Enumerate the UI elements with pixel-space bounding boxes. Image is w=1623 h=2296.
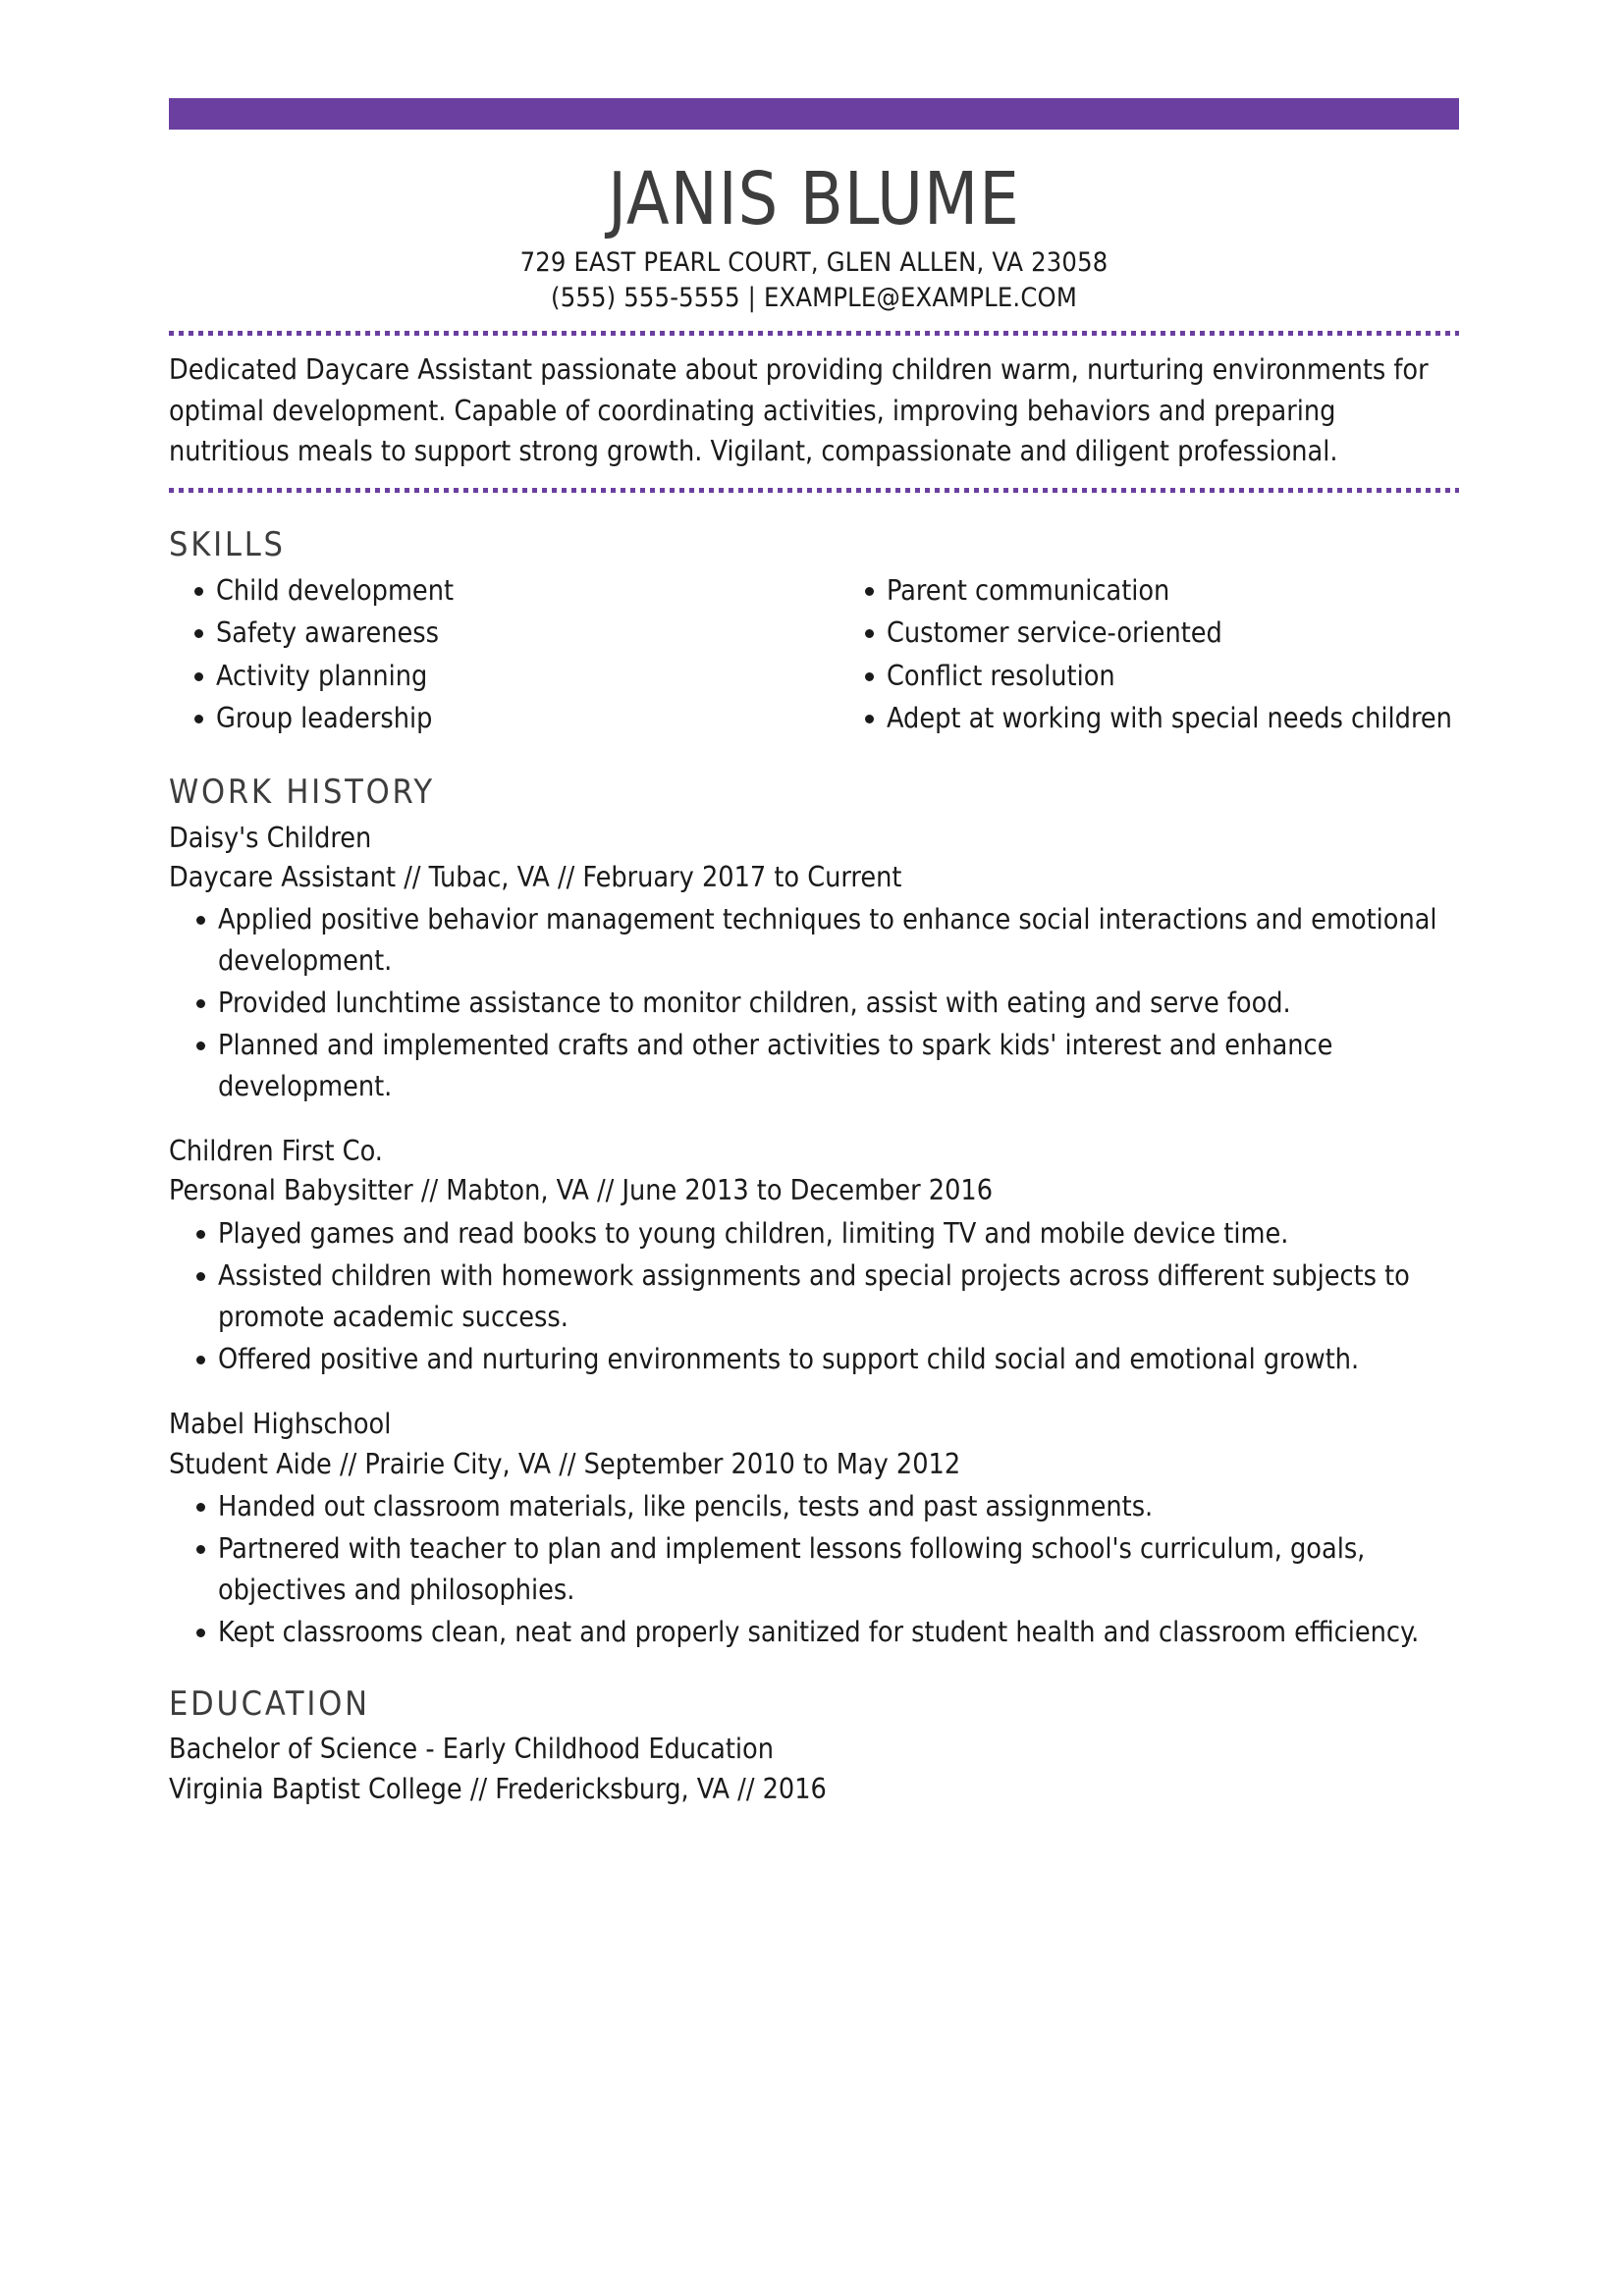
list-item: Customer service-oriented (839, 613, 1459, 653)
candidate-name: JANIS BLUME (608, 157, 1020, 241)
education-degree: Bachelor of Science - Early Childhood Education (169, 1733, 774, 1766)
candidate-address: 729 EAST PEARL COURT, GLEN ALLEN, VA 23058 (519, 247, 1109, 278)
work-history-heading: WORK HISTORY (169, 773, 435, 813)
list-item: Played games and read books to young children, limiting TV and mobile device time. (169, 1213, 1459, 1254)
skills-section (169, 526, 1459, 740)
list-item: Planned and implemented crafts and other activities to spark kids' interest and enhance development. (169, 1025, 1459, 1106)
work-history-section (169, 774, 1459, 1652)
divider-bottom (169, 488, 1459, 493)
list-item: Parent communication (839, 570, 1459, 611)
list-item: Handed out classroom materials, like pencils, tests and past assignments. (169, 1486, 1459, 1526)
list-item: Provided lunchtime assistance to monitor children, assist with eating and serve food. (169, 983, 1459, 1023)
list-item: Adept at working with special needs children (839, 698, 1459, 738)
job-entry (169, 819, 1459, 1107)
professional-summary: Dedicated Daycare Assistant passionate about providing children warm, nurturing environments for optimal development. Capable of coordinating activities, improving behaviors and preparing nutritious meals to support strong growth. Vigilant, compassionate and diligent professional. (169, 353, 1429, 468)
job-bullets (169, 1486, 1459, 1652)
job-title-location-dates: Student Aide // Prairie City, VA // September 2010 to May 2012 (169, 1447, 961, 1480)
education-section (169, 1685, 1459, 1809)
list-item: Activity planning (169, 656, 814, 696)
candidate-contact: (555) 555-5555 | EXAMPLE@EXAMPLE.COM (551, 282, 1077, 313)
list-item: Child development (169, 570, 814, 611)
list-item: Assisted children with homework assignments and special projects across different subjects to promote academic success. (169, 1255, 1459, 1337)
list-item: Applied positive behavior management techniques to enhance social interactions and emotional development. (169, 899, 1459, 981)
list-item: Offered positive and nurturing environments to support child social and emotional growth. (169, 1339, 1459, 1379)
list-item: Conflict resolution (839, 656, 1459, 696)
job-entry (169, 1132, 1459, 1379)
resume-content (169, 145, 1459, 1809)
education-school-location-year: Virginia Baptist College // Fredericksburg, VA // 2016 (169, 1772, 827, 1805)
job-entry (169, 1405, 1459, 1652)
skills-grid (169, 570, 1459, 740)
job-bullets (169, 1213, 1459, 1379)
skills-list-left (169, 570, 814, 738)
resume-header (169, 157, 1459, 315)
education-heading: EDUCATION (169, 1684, 370, 1725)
job-employer: Children First Co. (169, 1135, 383, 1168)
job-title-location-dates: Daycare Assistant // Tubac, VA // February 2017 to Current (169, 860, 902, 893)
list-item: Group leadership (169, 698, 814, 738)
skills-column-right (814, 570, 1459, 740)
divider-top (169, 331, 1459, 336)
skills-heading: SKILLS (169, 525, 286, 565)
job-employer: Mabel Highschool (169, 1408, 392, 1441)
list-item: Safety awareness (169, 613, 814, 653)
list-item: Kept classrooms clean, neat and properly sanitized for student health and classroom efficiency. (169, 1612, 1459, 1652)
accent-bar (169, 98, 1459, 130)
job-employer: Daisy's Children (169, 821, 372, 854)
skills-list-right (839, 570, 1459, 738)
skills-column-left (169, 570, 814, 740)
job-title-location-dates: Personal Babysitter // Mabton, VA // June 2013 to December 2016 (169, 1174, 994, 1207)
list-item: Partnered with teacher to plan and implement lessons following school's curriculum, goals, objectives and philosophies. (169, 1528, 1459, 1610)
job-bullets (169, 899, 1459, 1106)
